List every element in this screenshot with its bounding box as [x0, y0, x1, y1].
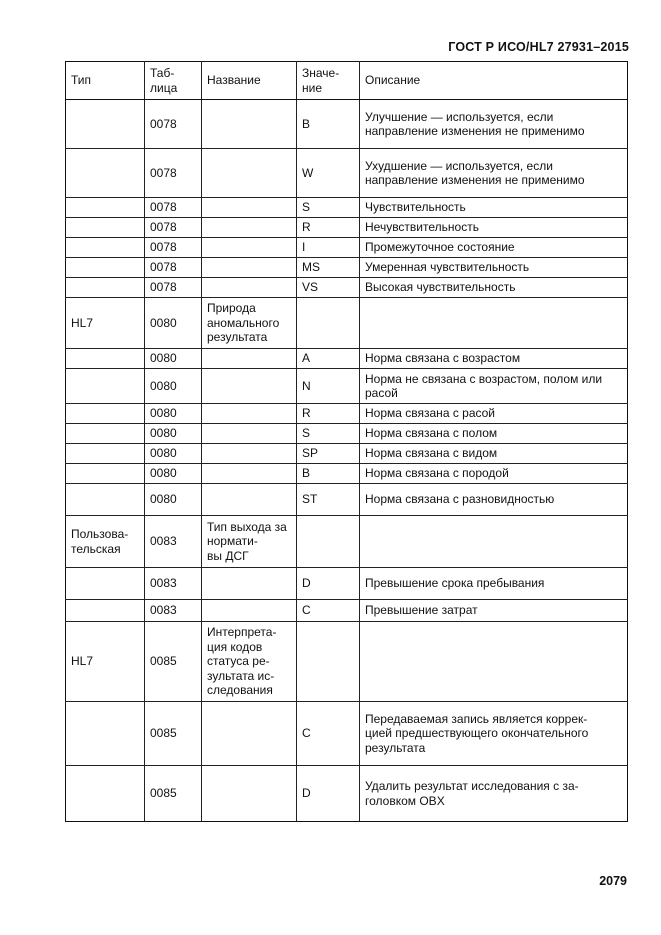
cell-name	[202, 766, 297, 822]
cell-table: 0085	[145, 702, 202, 766]
cell-description: Улучшение — используется, если направление изменения не применимо	[360, 100, 628, 149]
table-row	[66, 702, 628, 766]
cell-type	[66, 218, 145, 238]
cell-description: Чувствительность	[360, 198, 628, 218]
column-header-type: Тип	[66, 62, 145, 100]
cell-description: Норма связана с разновидностью	[360, 484, 628, 516]
cell-type	[66, 444, 145, 464]
cell-description: Умеренная чувствительность	[360, 258, 628, 278]
cell-value: B	[297, 100, 360, 149]
cell-type	[66, 484, 145, 516]
cell-description: Передаваемая запись является коррек- цией предшествующего окончательного результата	[360, 702, 628, 766]
cell-type	[66, 600, 145, 622]
cell-value	[297, 298, 360, 349]
cell-table: 0080	[145, 369, 202, 404]
cell-value	[297, 622, 360, 702]
cell-description	[360, 298, 628, 349]
cell-description: Норма связана с видом	[360, 444, 628, 464]
cell-type	[66, 568, 145, 600]
cell-table: 0080	[145, 484, 202, 516]
cell-value: B	[297, 464, 360, 484]
cell-name	[202, 258, 297, 278]
cell-value: W	[297, 149, 360, 198]
table-row	[66, 424, 628, 444]
cell-value: R	[297, 404, 360, 424]
cell-type	[66, 464, 145, 484]
cell-value: C	[297, 702, 360, 766]
code-table	[65, 61, 628, 822]
page-number: 2079	[599, 874, 627, 888]
cell-type	[66, 278, 145, 298]
cell-type	[66, 100, 145, 149]
column-header-table: Таб- лица	[145, 62, 202, 100]
cell-name	[202, 464, 297, 484]
cell-description	[360, 516, 628, 568]
cell-value: D	[297, 766, 360, 822]
cell-table: 0083	[145, 600, 202, 622]
table-row	[66, 404, 628, 424]
cell-type	[66, 404, 145, 424]
cell-table: 0078	[145, 278, 202, 298]
cell-table: 0078	[145, 100, 202, 149]
cell-description: Норма связана с полом	[360, 424, 628, 444]
cell-table: 0078	[145, 218, 202, 238]
cell-name	[202, 424, 297, 444]
cell-value: MS	[297, 258, 360, 278]
cell-name	[202, 149, 297, 198]
cell-value: SP	[297, 444, 360, 464]
cell-name	[202, 568, 297, 600]
cell-table: 0080	[145, 404, 202, 424]
table-row	[66, 568, 628, 600]
cell-description: Норма не связана с возрастом, полом или расой	[360, 369, 628, 404]
cell-name	[202, 238, 297, 258]
cell-table: 0083	[145, 516, 202, 568]
cell-name	[202, 404, 297, 424]
cell-description: Нечувствительность	[360, 218, 628, 238]
table-row	[66, 258, 628, 278]
table-row	[66, 484, 628, 516]
cell-value: N	[297, 369, 360, 404]
cell-description: Удалить результат исследования с за- головком OBX	[360, 766, 628, 822]
cell-type	[66, 149, 145, 198]
column-header-description: Описание	[360, 62, 628, 100]
table-row	[66, 516, 628, 568]
cell-table: 0085	[145, 766, 202, 822]
cell-table: 0078	[145, 149, 202, 198]
cell-table: 0078	[145, 198, 202, 218]
table-row	[66, 600, 628, 622]
cell-description	[360, 622, 628, 702]
cell-type	[66, 198, 145, 218]
cell-name	[202, 349, 297, 369]
cell-value: C	[297, 600, 360, 622]
cell-value: VS	[297, 278, 360, 298]
table-row	[66, 766, 628, 822]
table-row	[66, 149, 628, 198]
cell-table: 0080	[145, 349, 202, 369]
column-header-value: Значе- ние	[297, 62, 360, 100]
cell-type: Пользова- тельская	[66, 516, 145, 568]
table-row	[66, 349, 628, 369]
cell-table: 0080	[145, 298, 202, 349]
cell-value: D	[297, 568, 360, 600]
table-row	[66, 369, 628, 404]
cell-description: Ухудшение — используется, если направление изменения не применимо	[360, 149, 628, 198]
cell-name	[202, 100, 297, 149]
cell-description: Промежуточное состояние	[360, 238, 628, 258]
cell-table: 0080	[145, 444, 202, 464]
cell-value: S	[297, 198, 360, 218]
cell-name	[202, 444, 297, 464]
table-row	[66, 238, 628, 258]
table-row	[66, 198, 628, 218]
cell-name	[202, 702, 297, 766]
table-row	[66, 464, 628, 484]
cell-type	[66, 702, 145, 766]
document-header: ГОСТ Р ИСО/HL7 27931–2015	[448, 40, 629, 54]
table-header-row	[66, 62, 628, 100]
cell-description: Норма связана с возрастом	[360, 349, 628, 369]
cell-type: HL7	[66, 298, 145, 349]
column-header-name: Название	[202, 62, 297, 100]
table-row	[66, 278, 628, 298]
cell-description: Высокая чувствительность	[360, 278, 628, 298]
cell-type	[66, 369, 145, 404]
cell-name: Природа аномального результата	[202, 298, 297, 349]
cell-name	[202, 218, 297, 238]
cell-type: HL7	[66, 622, 145, 702]
cell-description: Превышение срока пребывания	[360, 568, 628, 600]
cell-name	[202, 198, 297, 218]
cell-name: Интерпрета- ция кодов статуса ре- зультата ис- следования	[202, 622, 297, 702]
cell-name: Тип выхода за нормати- вы ДСГ	[202, 516, 297, 568]
cell-description: Превышение затрат	[360, 600, 628, 622]
cell-type	[66, 349, 145, 369]
table-row	[66, 218, 628, 238]
cell-name	[202, 369, 297, 404]
cell-table: 0078	[145, 238, 202, 258]
cell-table: 0080	[145, 464, 202, 484]
table-row	[66, 100, 628, 149]
cell-value: R	[297, 218, 360, 238]
cell-value	[297, 516, 360, 568]
cell-table: 0085	[145, 622, 202, 702]
cell-table: 0080	[145, 424, 202, 444]
table-row	[66, 298, 628, 349]
table-row	[66, 622, 628, 702]
cell-name	[202, 600, 297, 622]
cell-type	[66, 238, 145, 258]
cell-value: I	[297, 238, 360, 258]
cell-description: Норма связана с породой	[360, 464, 628, 484]
cell-value: A	[297, 349, 360, 369]
cell-value: ST	[297, 484, 360, 516]
cell-type	[66, 766, 145, 822]
cell-description: Норма связана с расой	[360, 404, 628, 424]
cell-value: S	[297, 424, 360, 444]
cell-type	[66, 258, 145, 278]
table-row	[66, 444, 628, 464]
cell-table: 0083	[145, 568, 202, 600]
cell-table: 0078	[145, 258, 202, 278]
cell-name	[202, 278, 297, 298]
cell-name	[202, 484, 297, 516]
cell-type	[66, 424, 145, 444]
